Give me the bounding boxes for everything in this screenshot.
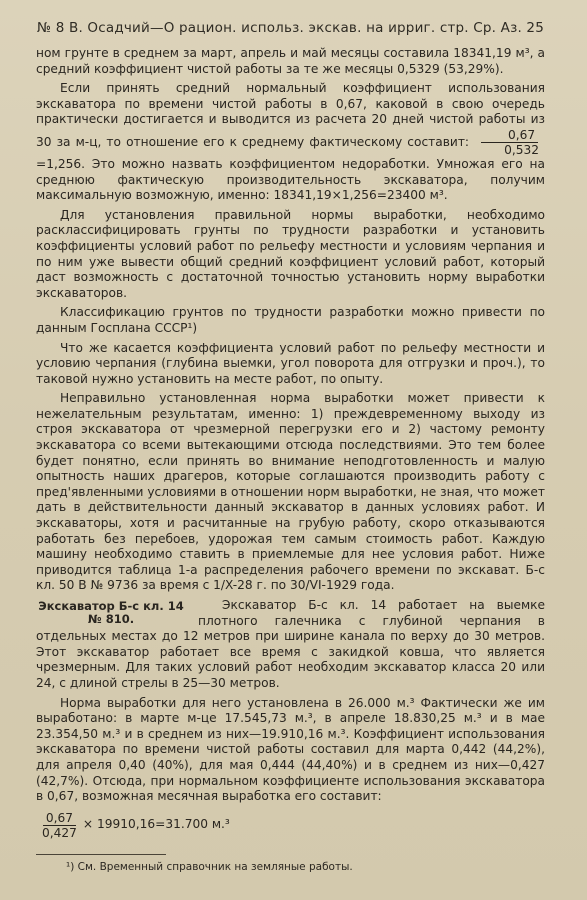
paragraph-1: ном грунте в среднем за март, апрель и май месяцы составила 18341,19 м³, а средний коэффициент чистой работы за те же месяцы 0,5329 (53,29%). — [36, 46, 545, 76]
paragraph-2-text: Если принять средний нормальный коэффициент использования экскаватора по времени чистой работы в 0,67, каковой в свою очередь практически достигается и выводится из расчета 20 дней чистой работы из 30 за м-ц, то отношение его к среднему фактическому составит: — [36, 81, 545, 149]
paragraph-4: Классификацию грунтов по трудности разработки можно привести по данным Госплана СССР¹) — [36, 305, 545, 335]
formula-result: × 19910,16=31.700 м.³ — [82, 817, 230, 832]
footnote-divider — [36, 854, 166, 855]
side-heading: Экскаватор Б-с кл. 14 № 810. — [38, 599, 184, 626]
body-text — [36, 46, 545, 840]
ratio-fraction — [477, 128, 542, 157]
paragraph-8: Норма выработки для него установлена в 26.000 м.³ Фактически же им выработано: в марте м-це 17.545,73 м.³, в апреле 18.830,25 м.³ и в мае 23.354,50 м.³ и в среднем из них—19.910,16 м.³. Коэффициент использования экскаватора по времени чистой работы составил для марта 0,442 (44,2%), для апреля 0,40 (40%), для мая 0,444 (44,40%) и в среднем из них—0,427 (42,7%). Отсюда, при нормальном коэффициенте использования экскаватора в 0,67, возможная месячная выработка его составит: — [36, 695, 545, 804]
paragraph-2 — [36, 81, 545, 204]
footnote: ¹) См. Временный справочник на земляные работы. — [66, 860, 353, 873]
paragraph-5: Что же касается коэффициента условий работ по рельефу местности и условию черпания (глубина выемки, угол поворота для отгрузки и проч.), то таковой нужно установить на месте работ, по опыту. — [36, 340, 545, 386]
paragraph-2-rest: =1,256. Это можно назвать коэффициентом недоработки. Умножая его на среднюю фактическую производительность экскаватора, получим максимальную возможную, именно: 18341,19×1,256=23400 м³. — [36, 156, 545, 203]
ratio-denominator: 0,532 — [504, 142, 539, 157]
paragraph-7: Экскаватор Б-с кл. 14 работает на выемке плотного галечника с глубиной черпания в отдельных местах до 12 метров при ширине канала по верху до 30 метров. Этот экскаватор работает все время с закидкой ковша, что является чрезмерным. Для таких условий работ необходим экскаватор класса 20 или 24, с длиной стрелы в 25—30 метров. — [36, 598, 545, 690]
ratio-numerator: 0,67 — [481, 128, 538, 143]
paragraph-6: Неправильно установленная норма выработки может привести к нежелательным результатам, именно: 1) преждевременному выходу из строя экскаватора от чрезмерной перегрузки его и 2) частому ремонту экскаватора со всеми вытекающими отсюда последствиями. Это тем более будет понятно, если принять во внимание неподготовленность и малую опытность наших драгеров, которые соглашаются производить работу с пред'явленными условиями в отношении норм выработки, не зная, что может дать в действительности данный экскаватор в данных условиях работ. И экскаваторы, хотя и расчитанные на грубую работу, скоро отказываются работать без перебоев, удорожая тем самым стоимость работ. Каждую машину необходимо ставить в приемлемые для нее условия работ. Ниже приводится таблица 1-а распределения рабочего времени по экскават. Б-с кл. 50 В № 9736 за время с 1/X-28 г. по 30/VI-1929 года. — [36, 391, 545, 593]
formula-numerator: 0,67 — [43, 811, 76, 826]
running-head: № 8 В. Осадчий—О рацион. использ. экскав. на ирриг. стр. Ср. Аз. 25 — [36, 20, 545, 36]
formula-denominator: 0,427 — [42, 825, 77, 840]
paragraph-3: Для установления правильной нормы выработки, необходимо расклассифицировать грунты по трудности разработки и установить коэффициенты условий работ по рельефу местности и условиям черпания и по ним уже вывести общий средний коэффициент условий работ, который даст возможность с достаточной точностью установить норму выработки экскаваторов. — [36, 207, 545, 300]
output-formula — [36, 811, 545, 840]
formula-fraction — [39, 811, 80, 840]
